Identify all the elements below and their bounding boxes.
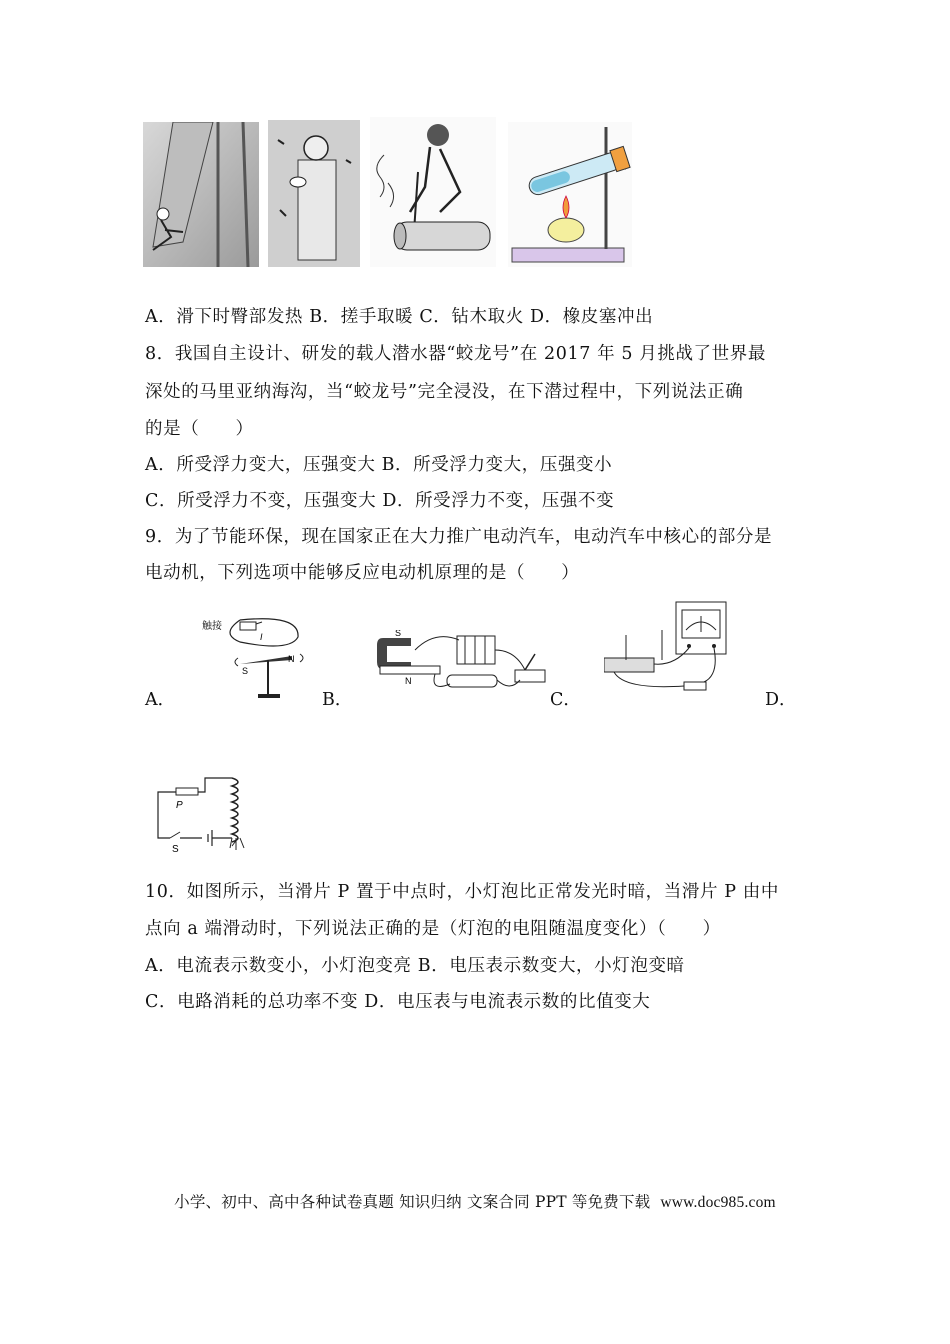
- q10-options-ab: A．电流表示数变小，小灯泡变亮 B．电压表示数变大，小灯泡变暗: [145, 956, 685, 976]
- q9-figure-d-s: S: [172, 844, 179, 854]
- q9-figure-a: [200, 612, 310, 702]
- q10-stem-line2: 点向 a 端滑动时，下列说法正确的是（灯泡的电阻随温度变化）（ ）: [145, 919, 721, 939]
- q9-figure-a-current: I: [260, 632, 263, 642]
- q9-figure-a-s: S: [242, 666, 249, 676]
- q9-figure-a-label: 触接: [202, 621, 222, 632]
- q9-option-b-label: B．: [322, 690, 353, 710]
- q9-figure-a-n: N: [288, 654, 295, 664]
- q8-stem-line2: 深处的马里亚纳海沟，当“蛟龙号”完全浸没，在下潜过程中，下列说法正确: [145, 382, 744, 402]
- page-footer: [0, 1190, 950, 1212]
- q9-figure-b: [375, 630, 550, 698]
- q7-options: A．滑下时臀部发热 B．搓手取暖 C．钻木取火 D．橡皮塞冲出: [145, 307, 654, 327]
- q9-option-c-label: C．: [550, 690, 581, 710]
- q9-figure-b-s: S: [395, 630, 402, 638]
- q9-option-d-label: D．: [765, 690, 797, 710]
- q8-options-ab: A．所受浮力变大，压强变大 B．所受浮力变大，压强变小: [145, 455, 613, 475]
- q8-stem-line1: 8．我国自主设计、研发的载人潜水器“蛟龙号”在 2017 年 5 月挑战了世界最: [145, 344, 766, 364]
- q9-figure-b-n: N: [405, 676, 412, 686]
- drilling-wood-picture: [370, 117, 496, 267]
- q9-stem-line1: 9．为了节能环保，现在国家正在大力推广电动汽车，电动汽车中核心的部分是: [145, 527, 773, 547]
- rubbing-hands-picture: [268, 120, 360, 267]
- q9-option-a-label: A．: [145, 690, 176, 710]
- q10-stem-line1: 10．如图所示，当滑片 P 置于中点时，小灯泡比正常发光时暗，当滑片 P 由中: [145, 882, 779, 902]
- q10-options-cd: C．电路消耗的总功率不变 D．电压表与电流表示数的比值变大: [145, 992, 651, 1012]
- q8-stem-line3: 的是（ ）: [145, 419, 254, 439]
- footer-url[interactable]: www.doc985.com: [660, 1194, 776, 1211]
- test-tube-heating-picture: [508, 122, 632, 267]
- q9-stem-line2: 电动机，下列选项中能够反应电动机原理的是（ ）: [145, 563, 580, 583]
- footer-text: 小学、初中、高中各种试卷真题 知识归纳 文案合同 PPT 等免费下载: [174, 1193, 651, 1211]
- q9-figure-d-p: P: [176, 800, 183, 811]
- q9-figure-d: [150, 772, 260, 854]
- slide-picture: [143, 122, 259, 267]
- q9-figure-c: [604, 600, 739, 696]
- q8-options-cd: C．所受浮力不变，压强变大 D．所受浮力不变，压强不变: [145, 491, 615, 511]
